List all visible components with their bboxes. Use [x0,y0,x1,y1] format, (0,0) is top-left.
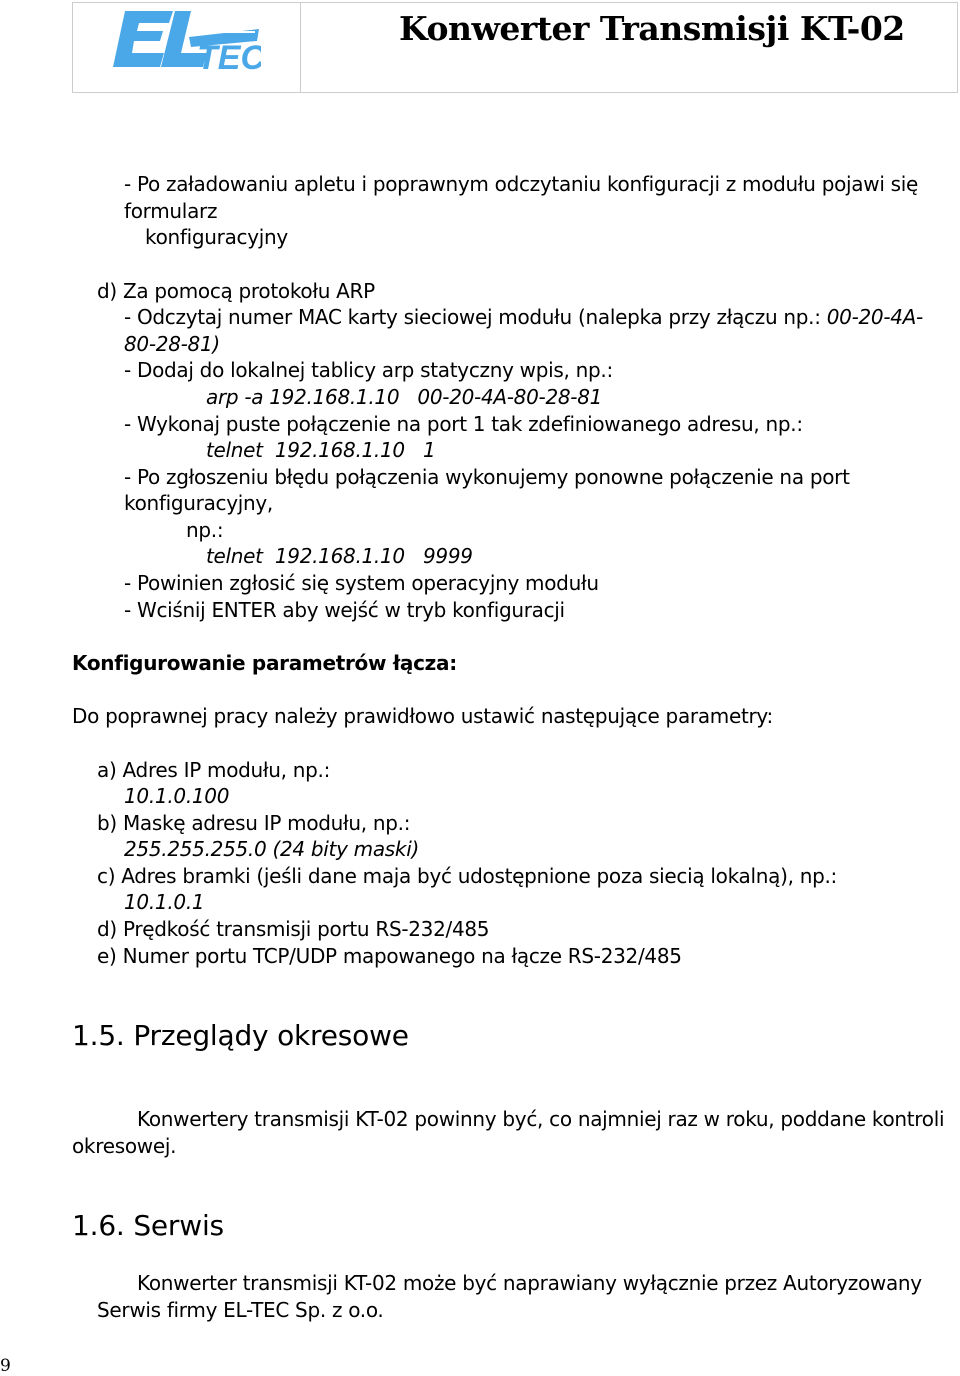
command-line: telnet 192.168.1.10 9999 [206,544,473,568]
section-heading-1-5: 1.5. Przeglądy okresowe [72,1019,409,1052]
list-item: a) Adres IP modułu, np.: [97,758,331,782]
text-line: - Wykonaj puste połączenie na port 1 tak zdefiniowanego adresu, np.: [124,412,803,436]
command-line: arp -a 192.168.1.10 00-20-4A-80-28-81 [206,385,603,409]
text-line: - Po załadowaniu apletu i poprawnym odczytaniu konfiguracji z modułu pojawi się [124,172,919,196]
text-line: d) Za pomocą protokołu ARP [97,279,375,303]
document-title: Konwerter Transmisji KT-02 [399,9,905,48]
text-line [124,304,923,331]
header-divider [300,3,301,92]
text-line: - Wciśnij ENTER aby wejść w tryb konfiguracji [124,598,565,622]
text-line: Do poprawnej pracy należy prawidłowo ustawić następujące parametry: [72,704,773,728]
paragraph-line: okresowej. [72,1134,177,1158]
paragraph-line: Konwerter transmisji KT-02 może być naprawiany wyłącznie przez Autoryzowany [137,1271,922,1295]
svg-text:TEC: TEC [197,39,261,73]
list-item: e) Numer portu TCP/UDP mapowanego na łącze RS-232/485 [97,944,682,968]
example-value: 10.1.0.1 [124,890,205,914]
paragraph-line: Serwis firmy EL-TEC Sp. z o.o. [97,1298,384,1322]
list-item: d) Prędkość transmisji portu RS-232/485 [97,917,490,941]
text-line: - Dodaj do lokalnej tablicy arp statyczny wpis, np.: [124,358,613,382]
example-value: 10.1.0.100 [124,784,230,808]
eltec-logo-graphic [111,7,261,73]
text-line: konfiguracyjny, [124,491,273,515]
section-heading: Konfigurowanie parametrów łącza: [72,651,457,675]
text-line: formularz [124,199,218,223]
page-header [72,2,958,93]
list-item: b) Maskę adresu IP modułu, np.: [97,811,411,835]
eltec-logo [111,7,261,77]
mac-address-part: 80-28-81) [124,332,220,356]
text-line: konfiguracyjny [145,225,288,249]
example-value: 255.255.255.0 (24 bity maski) [124,837,419,861]
text-line: np.: [186,518,224,542]
text-line: - Powinien zgłosić się system operacyjny modułu [124,571,599,595]
page-number: 9 [0,1356,11,1376]
section-heading-1-6: 1.6. Serwis [72,1209,224,1242]
list-item: c) Adres bramki (jeśli dane maja być udostępnione poza siecią lokalną), np.: [97,864,837,888]
text-span: - Odczytaj numer MAC karty sieciowej modułu (nalepka przy złączu np.: [124,305,827,329]
command-line: telnet 192.168.1.10 1 [206,438,436,462]
mac-address-part: 00-20-4A- [826,305,923,329]
paragraph-line: Konwertery transmisji KT-02 powinny być, co najmniej raz w roku, poddane kontroli [137,1107,945,1131]
text-line: - Po zgłoszeniu błędu połączenia wykonujemy ponowne połączenie na port [124,465,850,489]
